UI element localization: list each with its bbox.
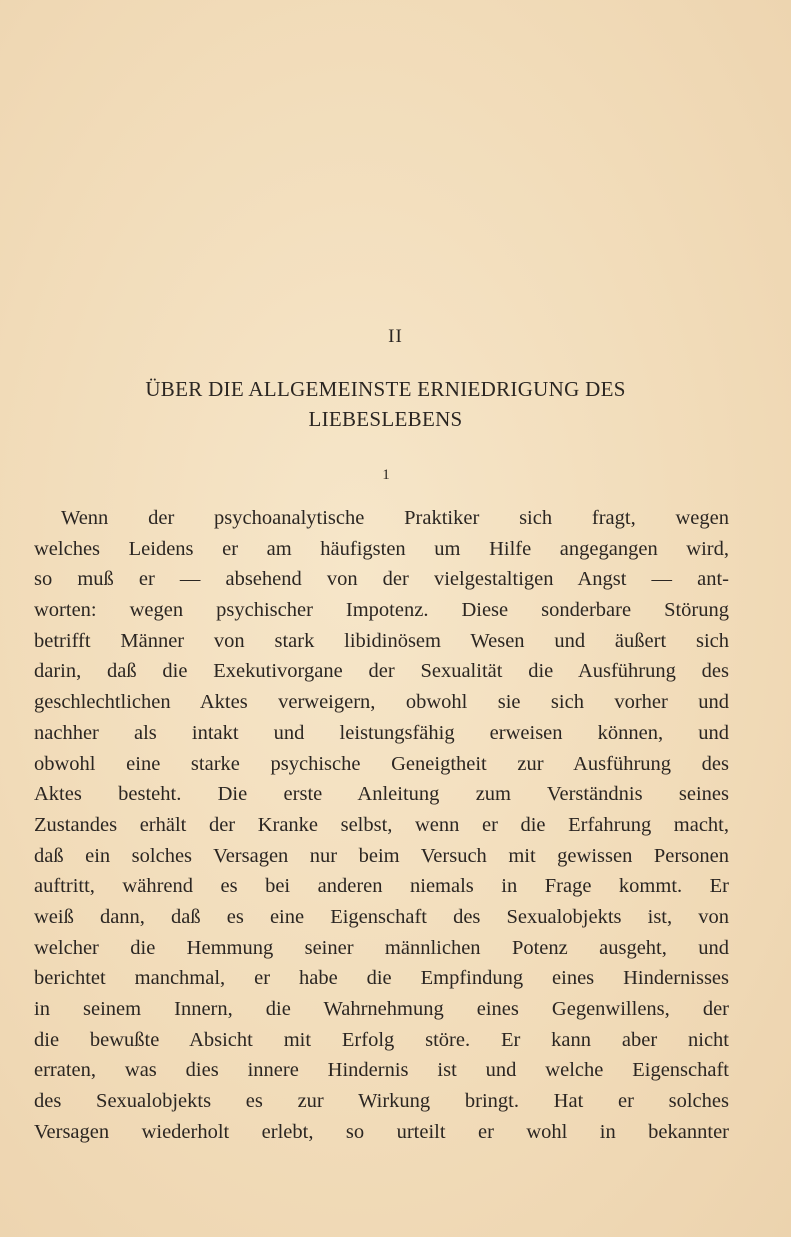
text-line: nachher als intakt und leistungsfähig erweisen können, und <box>34 721 729 744</box>
text-line: darin, daß die Exekutivorgane der Sexualität die Ausführung des <box>34 660 729 683</box>
text-line: betrifft Männer von stark libidinösem Wesen und äußert sich <box>34 629 729 652</box>
text-line: weiß dann, daß es eine Eigenschaft des Sexualobjekts ist, von <box>34 905 729 928</box>
body-paragraph <box>34 503 729 1147</box>
chapter-number: II <box>388 326 403 347</box>
chapter-title-line-1: ÜBER DIE ALLGEMEINSTE ERNIEDRIGUNG DES <box>145 377 626 401</box>
text-line: die bewußte Absicht mit Erfolg störe. Er kann aber nicht <box>34 1028 729 1051</box>
text-line: in seinem Innern, die Wahrnehmung eines Gegenwillens, der <box>34 998 729 1020</box>
text-line: welcher die Hemmung seiner männlichen Potenz ausgeht, und <box>34 936 729 959</box>
chapter-title <box>60 374 711 434</box>
text-line: Aktes besteht. Die erste Anleitung zum Verständnis seines <box>34 783 729 806</box>
text-line: des Sexualobjekts es zur Wirkung bringt. Hat er solches <box>34 1090 729 1113</box>
text-line: erraten, was dies innere Hindernis ist und welche Eigenschaft <box>34 1059 729 1082</box>
section-number: 1 <box>382 467 390 483</box>
text-line: so muß er — absehend von der vielgestaltigen Angst — ant- <box>34 568 729 591</box>
text-line: Versagen wiederholt erlebt, so urteilt er wohl in bekannter <box>34 1120 729 1143</box>
text-line: berichtet manchmal, er habe die Empfindung eines Hindernisses <box>34 967 729 990</box>
text-line: geschlechtlichen Aktes verweigern, obwohl sie sich vorher und <box>34 691 729 714</box>
chapter-title-line-2: LIEBESLEBENS <box>308 407 463 431</box>
text-line: obwohl eine starke psychische Geneigtheit zur Ausführung des <box>34 752 729 775</box>
text-line: welches Leidens er am häufigsten um Hilfe angegangen wird, <box>34 537 729 560</box>
text-line: auftritt, während es bei anderen niemals in Frage kommt. Er <box>34 875 729 898</box>
text-line: daß ein solches Versagen nur beim Versuch mit gewissen Personen <box>34 844 729 867</box>
text-line: Zustandes erhält der Kranke selbst, wenn er die Erfahrung macht, <box>34 813 729 836</box>
text-line: Wenn der psychoanalytische Praktiker sich fragt, wegen <box>61 507 729 529</box>
text-line: worten: wegen psychischer Impotenz. Diese sonderbare Störung <box>34 599 729 622</box>
